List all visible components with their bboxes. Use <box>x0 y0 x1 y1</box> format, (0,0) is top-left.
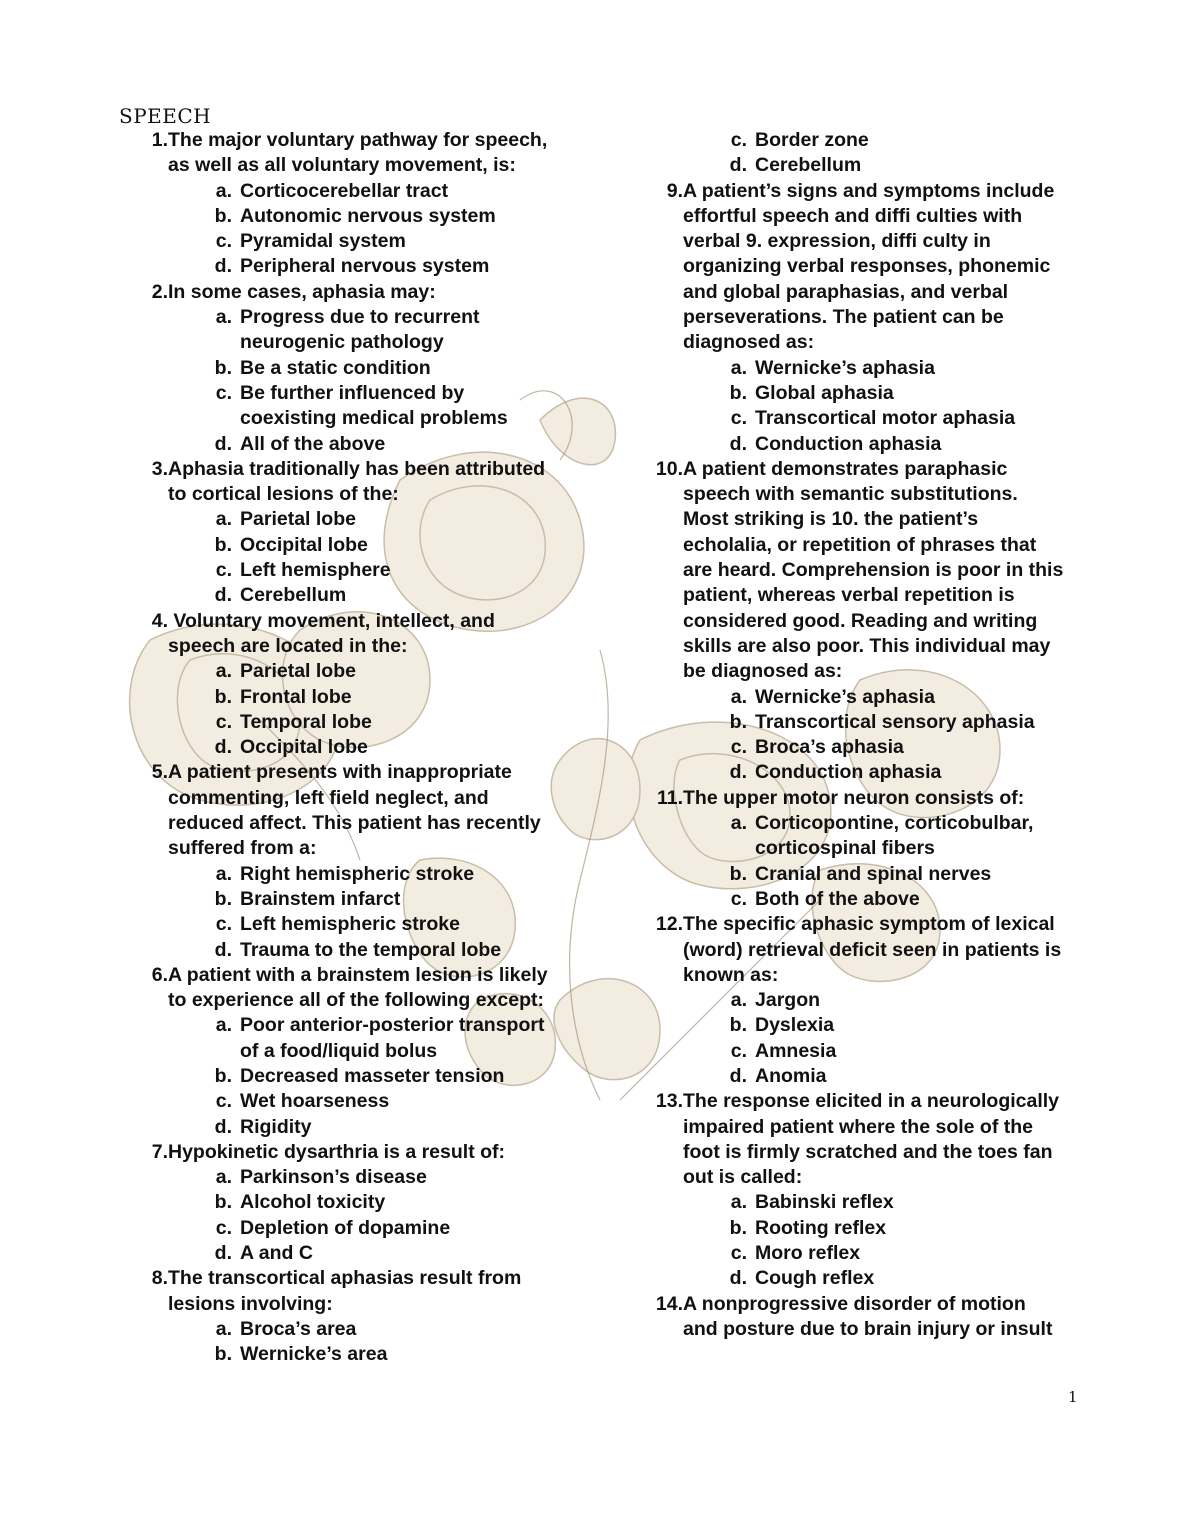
answer-option: b. Wernicke’s area <box>214 1343 388 1366</box>
answer-option: a. Babinski reflex <box>730 1191 894 1214</box>
answer-option: a. Poor anterior-posterior transport <box>215 1014 545 1037</box>
question-3 <box>128 457 598 609</box>
question-text: impaired patient where the sole of the <box>683 1115 1033 1138</box>
question-text: A patient demonstrates paraphasic <box>683 457 1008 480</box>
question-text: The specific aphasic symptom of lexical <box>683 913 1055 936</box>
answer-option: c. Moro reflex <box>730 1242 861 1265</box>
answer-option: c. Left hemisphere <box>215 559 391 582</box>
right-column <box>643 128 1103 1342</box>
question-number: 7. <box>151 1140 168 1163</box>
question-text: Hypokinetic dysarthria is a result of: <box>168 1140 506 1163</box>
answer-option: a. Progress due to recurrent <box>215 306 480 329</box>
question-text: commenting, left field neglect, and <box>168 786 489 809</box>
question-text: be diagnosed as: <box>683 660 843 683</box>
question-number: 10. <box>655 457 683 480</box>
answer-option: a. Broca’s area <box>215 1317 357 1340</box>
question-14 <box>643 1292 1103 1343</box>
question-text: In some cases, aphasia may: <box>168 280 436 303</box>
answer-option: b. Be a static condition <box>214 356 431 379</box>
question-number: 9. <box>666 179 683 202</box>
answer-option: c. Wet hoarseness <box>215 1090 390 1113</box>
answer-option: d. Rigidity <box>214 1115 312 1138</box>
question-number: 2. <box>151 280 168 303</box>
question-text: lesions involving: <box>168 1292 333 1315</box>
question-text: A nonprogressive disorder of motion <box>683 1292 1026 1315</box>
answer-option: c. Broca’s aphasia <box>730 736 904 759</box>
answer-option-continued: corticospinal fibers <box>755 837 935 860</box>
question-text: as well as all voluntary movement, is: <box>168 154 516 177</box>
question-text: to experience all of the following except: <box>168 989 544 1012</box>
answer-option: d. Trauma to the temporal lobe <box>214 938 502 961</box>
question-text: skills are also poor. This individual may <box>683 634 1051 657</box>
question-text: suffered from a: <box>168 837 317 860</box>
answer-option-continued: coexisting medical problems <box>240 407 508 430</box>
question-7 <box>128 1140 598 1266</box>
question-text: Voluntary movement, intellect, and <box>168 609 495 632</box>
answer-option: a. Wernicke’s aphasia <box>730 685 935 708</box>
question-text: patient, whereas verbal repetition is <box>683 584 1015 607</box>
question-number: 12. <box>655 913 683 936</box>
answer-option: d. A and C <box>214 1242 313 1265</box>
question-number: 5. <box>151 761 168 784</box>
answer-option: c. Depletion of dopamine <box>215 1216 451 1239</box>
answer-option: a. Corticopontine, corticobulbar, <box>730 812 1034 835</box>
question-number: 1. <box>151 129 168 151</box>
question-13 <box>643 1089 1103 1291</box>
answer-option: b. Cranial and spinal nerves <box>729 862 992 885</box>
question-text: echolalia, or repetition of phrases that <box>683 533 1037 556</box>
question-text: (word) retrieval deficit seen in patients is <box>683 938 1062 961</box>
question-text: and posture due to brain injury or insult <box>683 1317 1053 1340</box>
answer-option: d. Cough reflex <box>729 1267 875 1290</box>
answer-option: b. Brainstem infarct <box>214 887 401 910</box>
answer-option-continued: neurogenic pathology <box>240 331 444 354</box>
question-text: Most striking is 10. the patient’s <box>683 508 979 531</box>
question-text: and global paraphasias, and verbal <box>683 280 1009 303</box>
answer-option: a. Right hemispheric stroke <box>215 862 475 885</box>
question-text: A patient with a brainstem lesion is likely <box>168 963 548 986</box>
answer-option: d. Occipital lobe <box>214 736 368 759</box>
question-text: diagnosed as: <box>683 331 815 354</box>
question-text: reduced affect. This patient has recently <box>168 812 541 835</box>
answer-option-continued: of a food/liquid bolus <box>240 1039 438 1062</box>
question-text: The major voluntary pathway for speech, <box>168 129 548 151</box>
answer-option: b. Frontal lobe <box>214 685 352 708</box>
answer-option: c. Pyramidal system <box>215 230 406 253</box>
page-number: 1 <box>1068 1388 1078 1406</box>
question-12 <box>643 912 1103 1089</box>
answer-option: c. Be further influenced by <box>215 381 465 404</box>
question-text: The transcortical aphasias result from <box>168 1267 522 1290</box>
answer-option: a. Parietal lobe <box>215 660 356 683</box>
answer-option: a. Jargon <box>730 989 821 1012</box>
answer-option: b. Autonomic nervous system <box>214 204 496 227</box>
question-4 <box>128 609 598 761</box>
answer-option: d. All of the above <box>214 432 386 455</box>
answer-option: b. Global aphasia <box>729 381 894 404</box>
question-text: to cortical lesions of the: <box>168 483 399 506</box>
question-text: A patient’s signs and symptoms include <box>683 179 1055 202</box>
answer-option: b. Transcortical sensory aphasia <box>729 710 1035 733</box>
question-text: out is called: <box>683 1166 803 1189</box>
question-text: The response elicited in a neurologically <box>683 1090 1060 1113</box>
question-text: foot is firmly scratched and the toes fan <box>683 1140 1053 1163</box>
question-8 <box>128 1266 598 1367</box>
answer-option: a. Parietal lobe <box>215 508 356 531</box>
question-number: 4. <box>151 609 168 632</box>
question-number: 8. <box>151 1267 168 1290</box>
question-11 <box>643 786 1103 912</box>
answer-option: b. Occipital lobe <box>214 533 368 556</box>
question-number: 11. <box>656 786 683 809</box>
page-title: SPEECH <box>119 104 212 128</box>
question-1 <box>128 128 598 280</box>
question-text: The upper motor neuron consists of: <box>683 786 1025 809</box>
left-column <box>128 128 598 1368</box>
question-number: 6. <box>151 963 168 986</box>
answer-option: b. Decreased masseter tension <box>214 1064 505 1087</box>
answer-option: c. Temporal lobe <box>215 710 372 733</box>
answer-option: c. Amnesia <box>730 1039 837 1062</box>
question-10 <box>643 457 1103 786</box>
question-text: known as: <box>683 963 779 986</box>
question-text: A patient presents with inappropriate <box>168 761 512 784</box>
question-text: effortful speech and diffi culties with <box>683 204 1023 227</box>
question-text: Aphasia traditionally has been attributed <box>168 457 546 480</box>
question-text: speech with semantic substitutions. <box>683 483 1018 506</box>
answer-option: c. Left hemispheric stroke <box>215 913 460 936</box>
answer-option: d. Cerebellum <box>214 584 347 607</box>
question-number: 3. <box>151 457 168 480</box>
answer-option: b. Alcohol toxicity <box>214 1191 386 1214</box>
answer-option: d. Peripheral nervous system <box>214 255 490 278</box>
question-number: 14. <box>655 1292 683 1315</box>
answer-option: d. Conduction aphasia <box>729 432 942 455</box>
question-text: speech are located in the: <box>168 634 408 657</box>
question-5 <box>128 760 598 962</box>
answer-option: c. Transcortical motor aphasia <box>730 407 1016 430</box>
answer-option: d. Anomia <box>729 1064 827 1087</box>
question-text: organizing verbal responses, phonemic <box>683 255 1051 278</box>
question-6 <box>128 963 598 1140</box>
question-text: verbal 9. expression, diffi culty in <box>683 230 991 253</box>
question-number: 13. <box>655 1090 683 1113</box>
answer-option: d. Cerebellum <box>729 154 862 177</box>
question-2 <box>128 280 598 457</box>
answer-option: c. Border zone <box>730 129 869 151</box>
question-text: are heard. Comprehension is poor in this <box>683 559 1064 582</box>
answer-option: d. Conduction aphasia <box>729 761 942 784</box>
question-text: considered good. Reading and writing <box>683 609 1038 632</box>
answer-option: b. Rooting reflex <box>729 1216 887 1239</box>
question-text: perseverations. The patient can be <box>683 306 1004 329</box>
answer-option: b. Dyslexia <box>729 1014 835 1037</box>
question-8-continued <box>643 128 1103 179</box>
question-9 <box>643 179 1103 457</box>
answer-option: a. Wernicke’s aphasia <box>730 356 935 379</box>
answer-option: c. Both of the above <box>730 887 920 910</box>
answer-option: a. Corticocerebellar tract <box>215 179 449 202</box>
answer-option: a. Parkinson’s disease <box>215 1166 427 1189</box>
